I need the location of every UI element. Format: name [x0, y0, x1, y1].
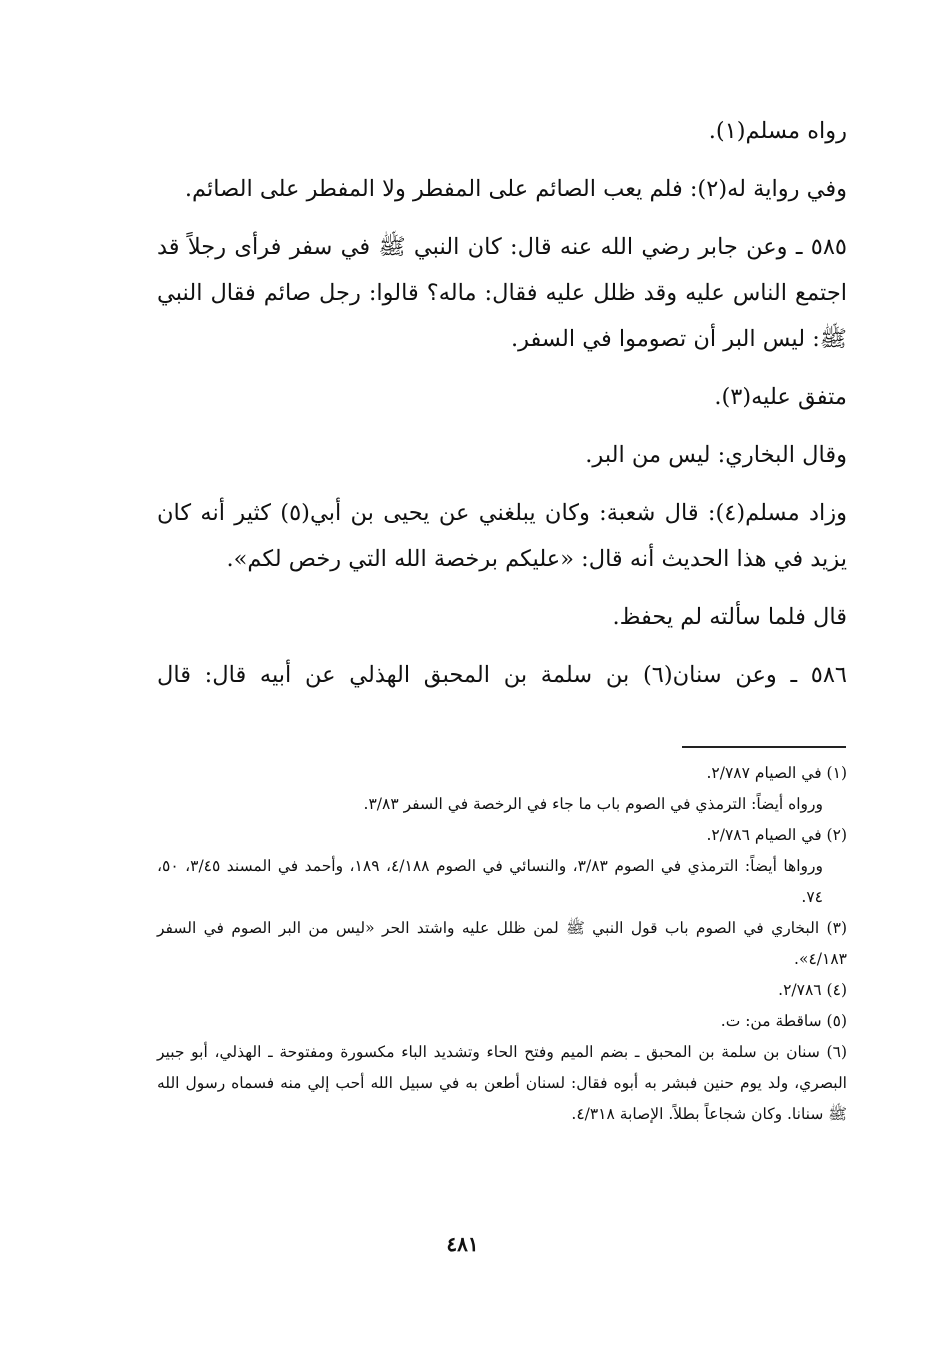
hadith-585: ٥٨٥ ـ وعن جابر رضي الله عنه قال: كان النبي ﷺ في سفر فرأى رجلاً قد اجتمع الناس عليه وقد ظلل عليه فقال: ماله؟ قالوا: رجل صائم فقال النبي ﷺ: ليس البر أن تصوموا في السفر. [157, 234, 847, 352]
footnote-text: ساقطة من: ت. [720, 1012, 822, 1030]
footnote-text: سنان بن سلمة بن المحبق ـ بضم الميم وفتح الحاء وتشديد الباء مكسورة ومفتوحة ـ الهذلي، أبو جبير البصري، ولد يوم حنين فبشر به أبوه فقال: لسنان أطعن به في سبيل الله أحب إلي منه فسماه رسول الله ﷺ سنانا. وكان شجاعاً بطلاً. الإصابة ٤/٣١٨. [157, 1043, 847, 1123]
paragraph: وفي رواية له(٢): فلم يعب الصائم على المفطر ولا المفطر على الصائم. [184, 176, 847, 202]
footnote-text: في الصيام ٢/٧٨٧. [706, 764, 822, 782]
footnote-marker: (٦) [826, 1043, 847, 1061]
footnote [157, 913, 847, 975]
paragraph: متفق عليه(٣). [714, 384, 847, 410]
footnote-divider [682, 746, 846, 748]
footnote [157, 820, 847, 913]
footnote [157, 1006, 847, 1037]
footnote-marker: (١) [826, 764, 847, 782]
paragraph: وقال البخاري: ليس من البر. [585, 442, 847, 468]
paragraph: وزاد مسلم(٤): قال شعبة: وكان يبلغني عن يحيى بن أبي(٥) كثير أنه كان يزيد في هذا الحديث أنه قال: «عليكم برخصة الله التي رخص لكم». [157, 500, 847, 572]
footnote-marker: (٥) [826, 1012, 847, 1030]
paragraph: رواه مسلم(١). [708, 118, 847, 144]
footnote-marker: (٣) [826, 919, 847, 937]
paragraph: قال فلما سألته لم يحفظ. [612, 604, 847, 630]
footnote-text: ورواه أيضاً: الترمذي في الصوم باب ما جاء في الرخصة في السفر ٣/٨٣. [363, 795, 823, 813]
footnote-marker: (٢) [826, 826, 847, 844]
page-number: ٤٨١ [446, 1232, 479, 1256]
footnote [157, 975, 847, 1006]
hadith-586: ٥٨٦ ـ وعن سنان(٦) بن سلمة بن المحبق الهذلي عن أبيه قال: قال [157, 662, 847, 688]
footnote-text: ٢/٧٨٦. [778, 981, 822, 999]
footnote-marker: (٤) [826, 981, 847, 999]
footnote-text: ورواها أيضاً: الترمذي في الصوم ٣/٨٣، والنسائي في الصوم ٤/١٨٨، ١٨٩، وأحمد في المسند ٣/٤٥، ٥٠، ٧٤. [157, 857, 823, 906]
footnote-text: البخاري في الصوم باب قول النبي ﷺ لمن ظلل عليه واشتد الحر «ليس من البر الصوم في السفر ٤/١٨٣». [157, 919, 847, 968]
footnote [157, 758, 847, 820]
footnotes [157, 758, 847, 1130]
footnote-text: في الصيام ٢/٧٨٦. [706, 826, 822, 844]
footnote [157, 1037, 847, 1130]
main-text [157, 108, 847, 710]
